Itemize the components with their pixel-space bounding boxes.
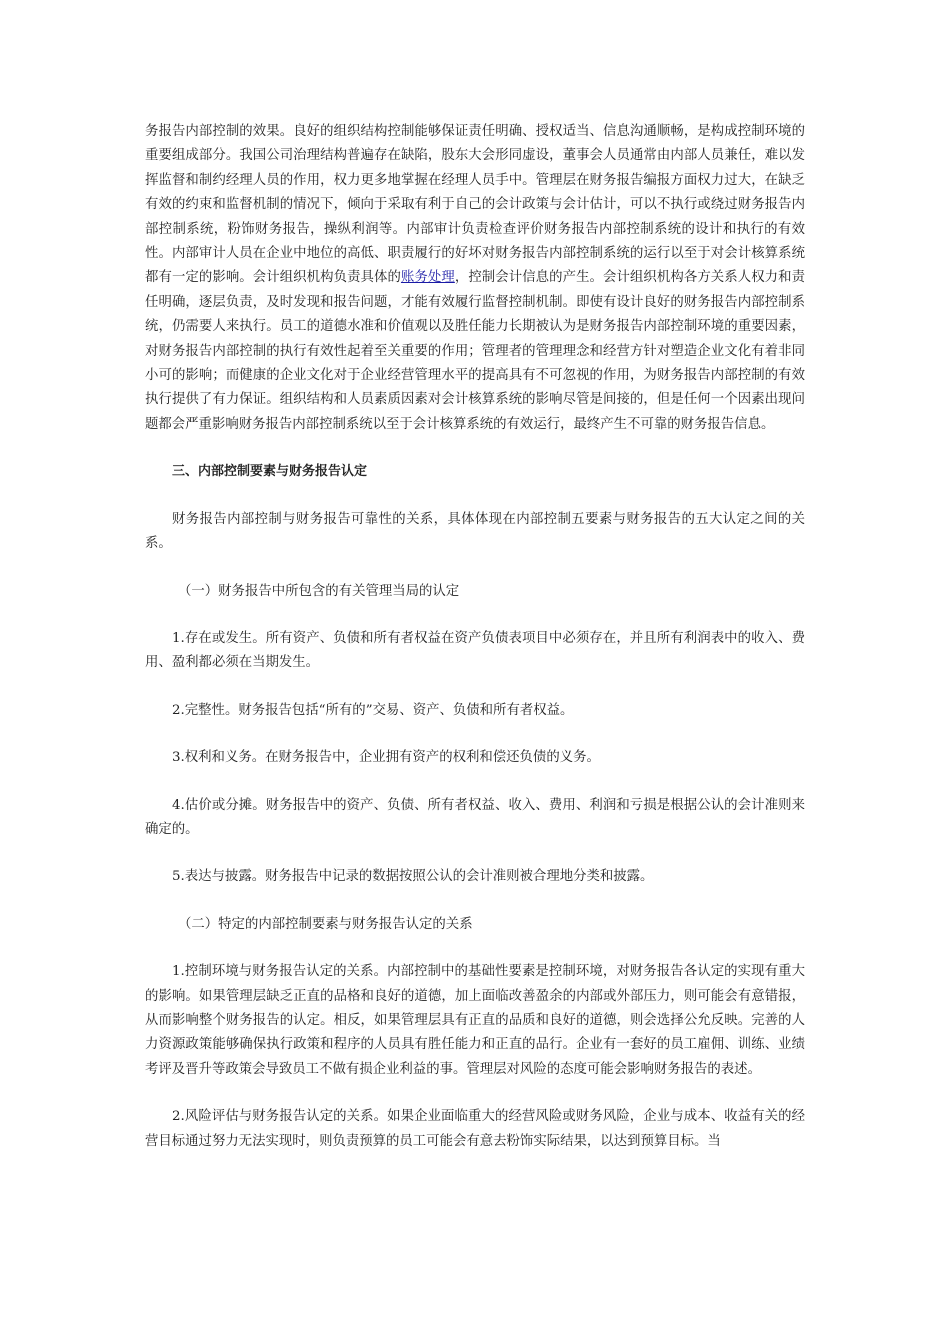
accounting-processing-link[interactable]: 账务处理	[400, 270, 455, 286]
list-item-risk-assessment: 2.风险评估与财务报告认定的关系。如果企业面临重大的经营风险或财务风险，企业与成本、收益有关的经营目标通过努力无法实现时，则负责预算的员工可能会有意去粉饰实际结果，以达到预算目标。当	[145, 1109, 805, 1149]
section-heading-3: 三、内部控制要素与财务报告认定	[172, 464, 368, 480]
paragraph-organization	[145, 120, 805, 437]
paragraph-text: 务报告内部控制的效果。良好的组织结构控制能够保证责任明确、授权适当、信息沟通顺畅，是构成控制环境的重要组成部分。我国公司治理结构普遍存在缺陷，股东大会形同虚设，董事会人员通常由内部人员兼任，难以发挥监督和制约经理人员的作用，权力更多地掌握在经理人员手中。管理层在财务报告编报方面权力过大，在缺乏有效的约束和监督机制的情况下，倾向于采取有利于自己的会计政策与会计估计，可以不执行或绕过财务报告内部控制系统，粉饰财务报告，操纵利润等。内部审计负责检查评价财务报告内部控制系统的设计和执行的有效性。内部审计人员在企业中地位的高低、职责履行的好坏对财务报告内部控制系统的运行以至于对会计核算系统都有一定的影响。会计组织机构负责具体的	[145, 124, 805, 286]
document-page	[145, 120, 805, 1154]
paragraph-text: ，控制会计信息的产生。会计组织机构各方关系人权力和责任明确，逐层负责，及时发现和报告问题，才能有效履行监督控制机制。即使有设计良好的财务报告内部控制系统，仍需要人来执行。员工的道德水准和价值观以及胜任能力长期被认为是财务报告内部控制环境的重要因素，对财务报告内部控制的执行有效性起着至关重要的作用；管理者的管理理念和经营方针对塑造企业文化有着非同小可的影响；而健康的企业文化对于企业经营管理水平的提高具有不可忽视的作用，为财务报告内部控制的有效执行提供了有力保证。组织结构和人员素质因素对会计核算系统的影响尽管是间接的，但是任何一个因素出现问题都会严重影响财务报告内部控制系统以至于会计核算系统的有效运行，最终产生不可靠的财务报告信息。	[145, 270, 806, 432]
list-item-completeness: 2.完整性。财务报告包括“所有的”交易、资产、负债和所有者权益。	[172, 702, 574, 718]
list-item-presentation: 5.表达与披露。财务报告中记录的数据按照公认的会计准则被合理地分类和披露。	[172, 869, 654, 885]
subheading-2: （二）特定的内部控制要素与财务报告认定的关系	[178, 916, 473, 932]
subheading-1: （一）财务报告中所包含的有关管理当局的认定	[178, 583, 460, 599]
paragraph-intro: 财务报告内部控制与财务报告可靠性的关系，具体体现在内部控制五要素与财务报告的五大认定之间的关系。	[145, 511, 805, 552]
list-item-existence: 1.存在或发生。所有资产、负债和所有者权益在资产负债表项目中必须存在，并且所有利润表中的收入、费用、盈利都必须在当期发生。	[145, 630, 805, 671]
list-item-valuation: 4.估价或分摊。财务报告中的资产、负债、所有者权益、收入、费用、利润和亏损是根据公认的会计准则来确定的。	[145, 797, 805, 837]
list-item-control-environment: 1.控制环境与财务报告认定的关系。内部控制中的基础性要素是控制环境，对财务报告各认定的实现有重大的影响。如果管理层缺乏正直的品格和良好的道德，加上面临改善盈余的内部或外部压力，则可能会有意错报，从而影响整个财务报告的认定。相反，如果管理层具有正直的品质和良好的道德，则会选择公允反映。完善的人力资源政策能够确保执行政策和程序的人员具有胜任能力和正直的品行。企业有一套好的员工雇佣、训练、业绩考评及晋升等政策会导致员工不做有损企业利益的事。管理层对风险的态度可能会影响财务报告的表述。	[145, 964, 805, 1077]
list-item-rights: 3.权利和义务。在财务报告中，企业拥有资产的权利和偿还负债的义务。	[172, 750, 600, 766]
